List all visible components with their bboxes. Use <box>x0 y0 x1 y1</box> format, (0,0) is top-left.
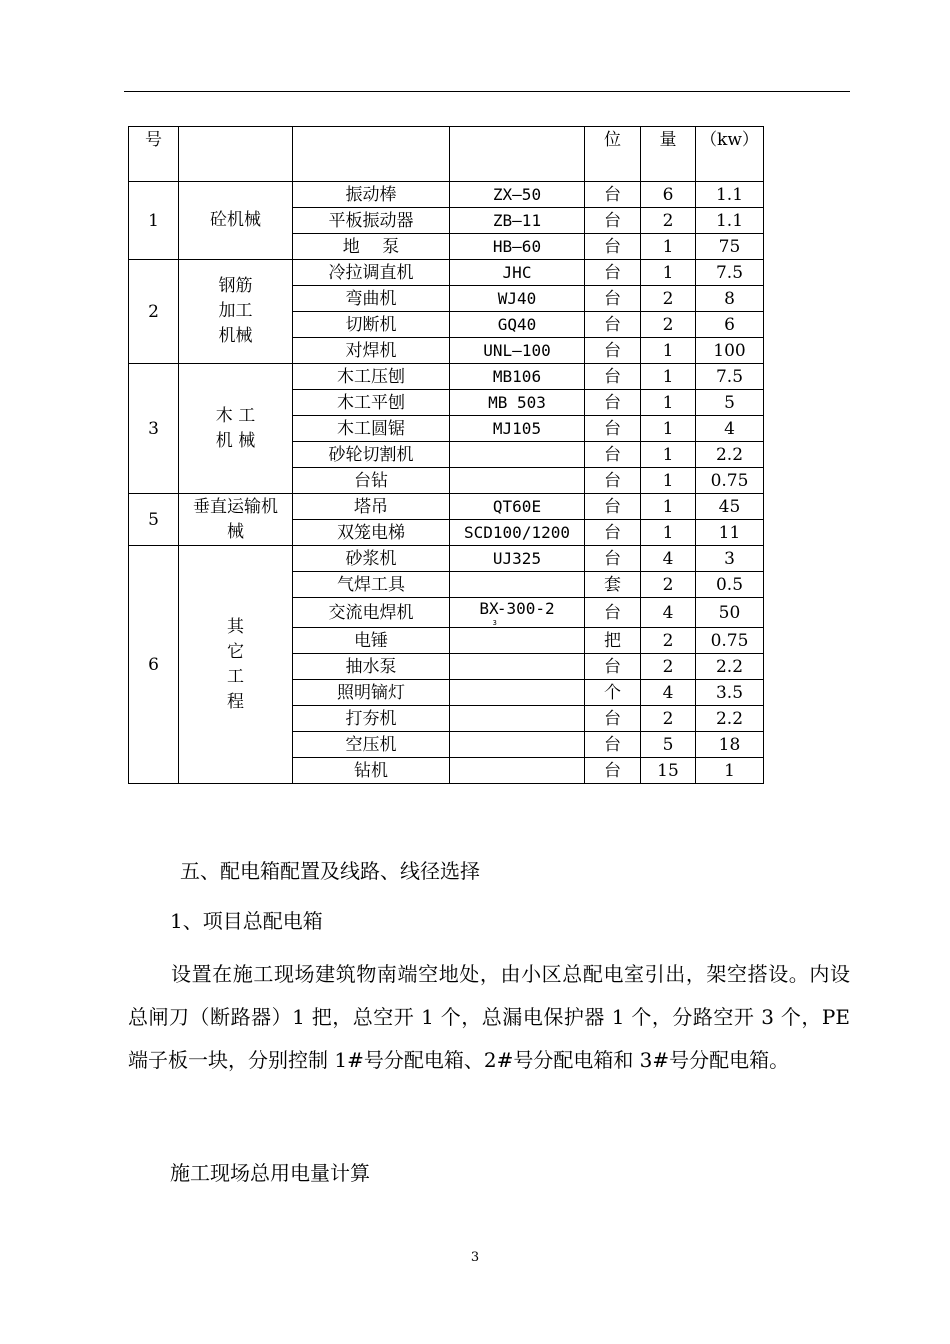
power-cell: 3.5 <box>696 680 764 706</box>
model-cell <box>450 680 585 706</box>
equipment-name-cell: 双笼电梯 <box>293 520 450 546</box>
unit-cell: 台 <box>585 468 641 494</box>
table-header-row <box>129 127 764 182</box>
category-cell <box>179 546 293 784</box>
model-cell <box>450 628 585 654</box>
quantity-cell: 4 <box>641 546 696 572</box>
model-cell: MB106 <box>450 364 585 390</box>
equipment-name-cell: 照明镝灯 <box>293 680 450 706</box>
quantity-cell: 1 <box>641 364 696 390</box>
group-number-cell: 1 <box>129 182 179 260</box>
equipment-name-cell: 交流电焊机 <box>293 598 450 628</box>
header-cell: 号 <box>129 127 179 182</box>
table-row <box>129 364 764 390</box>
model-cell: WJ40 <box>450 286 585 312</box>
unit-cell: 台 <box>585 390 641 416</box>
model-cell <box>450 442 585 468</box>
power-cell: 7.5 <box>696 364 764 390</box>
category-cell <box>179 260 293 364</box>
equipment-name-cell: 冷拉调直机 <box>293 260 450 286</box>
model-cell <box>450 732 585 758</box>
power-cell: 1 <box>696 758 764 784</box>
equipment-name-cell: 钻机 <box>293 758 450 784</box>
power-cell: 7.5 <box>696 260 764 286</box>
quantity-cell: 5 <box>641 732 696 758</box>
model-cell <box>450 758 585 784</box>
model-subscript: 3 <box>492 619 497 628</box>
quantity-cell: 1 <box>641 338 696 364</box>
power-cell: 6 <box>696 312 764 338</box>
power-cell: 1.1 <box>696 208 764 234</box>
category-cell <box>179 364 293 494</box>
group-number-cell: 6 <box>129 546 179 784</box>
table-row <box>129 494 764 520</box>
unit-cell: 台 <box>585 364 641 390</box>
model-cell <box>450 468 585 494</box>
quantity-cell: 2 <box>641 628 696 654</box>
quantity-cell: 1 <box>641 260 696 286</box>
power-cell: 0.75 <box>696 468 764 494</box>
equipment-table <box>128 126 764 784</box>
group-number-cell: 3 <box>129 364 179 494</box>
power-cell: 18 <box>696 732 764 758</box>
quantity-cell: 6 <box>641 182 696 208</box>
quantity-cell: 1 <box>641 468 696 494</box>
power-cell: 1.1 <box>696 182 764 208</box>
equipment-name-cell: 对焊机 <box>293 338 450 364</box>
equipment-name-cell: 砂轮切割机 <box>293 442 450 468</box>
category-label: 木 工 机 械 <box>215 405 256 451</box>
equipment-name-cell: 木工圆锯 <box>293 416 450 442</box>
equipment-name-cell: 打夯机 <box>293 706 450 732</box>
unit-cell: 台 <box>585 182 641 208</box>
header-cell: 位 <box>585 127 641 182</box>
equipment-name-cell: 砂浆机 <box>293 546 450 572</box>
model-cell: UNL—100 <box>450 338 585 364</box>
quantity-cell: 2 <box>641 312 696 338</box>
quantity-cell: 4 <box>641 598 696 628</box>
model-cell <box>450 598 585 628</box>
quantity-cell: 2 <box>641 208 696 234</box>
power-cell: 0.75 <box>696 628 764 654</box>
power-cell: 2.2 <box>696 442 764 468</box>
equipment-name-cell: 木工平刨 <box>293 390 450 416</box>
unit-cell: 把 <box>585 628 641 654</box>
power-cell: 50 <box>696 598 764 628</box>
quantity-cell: 15 <box>641 758 696 784</box>
header-cell <box>450 127 585 182</box>
group-number-cell: 2 <box>129 260 179 364</box>
model-text: BX <box>479 599 499 618</box>
header-cell: 量 <box>641 127 696 182</box>
power-cell: 0.5 <box>696 572 764 598</box>
quantity-cell: 2 <box>641 706 696 732</box>
category-label: 砼机械 <box>210 210 261 230</box>
unit-cell: 台 <box>585 654 641 680</box>
quantity-cell: 2 <box>641 572 696 598</box>
table-row <box>129 182 764 208</box>
category-label: 其 它 工 程 <box>227 616 244 712</box>
equipment-name-cell: 空压机 <box>293 732 450 758</box>
equipment-name-cell: 木工压刨 <box>293 364 450 390</box>
equipment-name-cell: 台钻 <box>293 468 450 494</box>
quantity-cell: 1 <box>641 494 696 520</box>
category-label: 钢筋 加工 机械 <box>218 276 253 346</box>
power-cell: 11 <box>696 520 764 546</box>
quantity-cell: 4 <box>641 680 696 706</box>
unit-cell: 台 <box>585 442 641 468</box>
power-cell: 4 <box>696 416 764 442</box>
model-cell: ZX—50 <box>450 182 585 208</box>
power-cell: 5 <box>696 390 764 416</box>
quantity-cell: 1 <box>641 520 696 546</box>
header-rule <box>124 91 850 92</box>
unit-cell: 台 <box>585 706 641 732</box>
unit-cell: 台 <box>585 758 641 784</box>
body-paragraph: 设置在施工现场建筑物南端空地处，由小区总配电室引出，架空搭设。内设总闸刀（断路器）1 把，总空开 1 个，总漏电保护器 1 个，分路空开 3 个，PE 端子板一块，分别控制 1#号分配电箱、2#号分配电箱和 3#号分配电箱。 <box>128 962 850 1072</box>
category-cell <box>179 182 293 260</box>
equipment-name-cell: 气焊工具 <box>293 572 450 598</box>
table-row <box>129 546 764 572</box>
unit-cell: 台 <box>585 494 641 520</box>
model-cell <box>450 706 585 732</box>
quantity-cell: 2 <box>641 654 696 680</box>
unit-cell: 台 <box>585 286 641 312</box>
power-cell: 2.2 <box>696 654 764 680</box>
power-cell: 75 <box>696 234 764 260</box>
unit-cell: 台 <box>585 416 641 442</box>
equipment-name-cell: 弯曲机 <box>293 286 450 312</box>
power-cell: 8 <box>696 286 764 312</box>
quantity-cell: 1 <box>641 390 696 416</box>
unit-cell: 台 <box>585 208 641 234</box>
subsection-heading: 1、项目总配电箱 <box>170 909 323 933</box>
model-cell: HB—60 <box>450 234 585 260</box>
equipment-name-cell: 切断机 <box>293 312 450 338</box>
unit-cell: 台 <box>585 598 641 628</box>
unit-cell: 台 <box>585 732 641 758</box>
unit-cell: 台 <box>585 260 641 286</box>
equipment-name-cell: 地 泵 <box>293 234 450 260</box>
power-cell: 100 <box>696 338 764 364</box>
unit-cell: 个 <box>585 680 641 706</box>
header-cell: （kw） <box>696 127 764 182</box>
power-cell: 45 <box>696 494 764 520</box>
unit-cell: 台 <box>585 234 641 260</box>
unit-cell: 台 <box>585 520 641 546</box>
model-cell: UJ325 <box>450 546 585 572</box>
page-number: 3 <box>470 1250 480 1265</box>
calc-heading: 施工现场总用电量计算 <box>170 1161 370 1185</box>
model-cell: SCD100/1200 <box>450 520 585 546</box>
model-cell: QT60E <box>450 494 585 520</box>
section-heading: 五、配电箱配置及线路、线径选择 <box>180 859 480 883</box>
unit-cell: 台 <box>585 546 641 572</box>
quantity-cell: 1 <box>641 442 696 468</box>
category-cell <box>179 494 293 546</box>
model-text-rest: -300-2 <box>496 599 555 618</box>
quantity-cell: 1 <box>641 416 696 442</box>
model-cell: ZB—11 <box>450 208 585 234</box>
category-label: 垂直运输机 械 <box>193 496 278 542</box>
equipment-name-cell: 电锤 <box>293 628 450 654</box>
unit-cell: 台 <box>585 338 641 364</box>
model-cell <box>450 572 585 598</box>
model-cell: MB 503 <box>450 390 585 416</box>
equipment-name-cell: 抽水泵 <box>293 654 450 680</box>
model-cell <box>450 654 585 680</box>
unit-cell: 台 <box>585 312 641 338</box>
model-cell: JHC <box>450 260 585 286</box>
unit-cell: 套 <box>585 572 641 598</box>
model-cell: MJ105 <box>450 416 585 442</box>
equipment-name-cell: 塔吊 <box>293 494 450 520</box>
quantity-cell: 1 <box>641 234 696 260</box>
model-cell: GQ40 <box>450 312 585 338</box>
group-number-cell: 5 <box>129 494 179 546</box>
power-cell: 3 <box>696 546 764 572</box>
power-cell: 2.2 <box>696 706 764 732</box>
quantity-cell: 2 <box>641 286 696 312</box>
table-row <box>129 260 764 286</box>
equipment-name-cell: 平板振动器 <box>293 208 450 234</box>
equipment-name-cell: 振动棒 <box>293 182 450 208</box>
header-cell <box>179 127 293 182</box>
header-cell <box>293 127 450 182</box>
